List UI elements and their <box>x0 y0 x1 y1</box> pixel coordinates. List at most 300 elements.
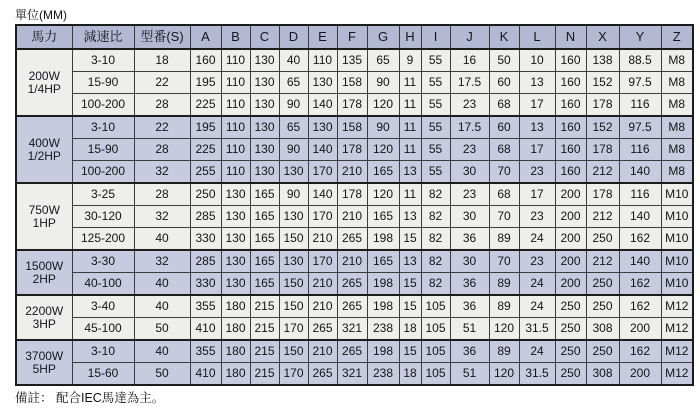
value-cell-L: 13 <box>519 72 555 94</box>
value-cell-A: 250 <box>190 183 221 206</box>
value-cell-B: 110 <box>221 116 250 139</box>
value-cell-A: 355 <box>190 295 221 318</box>
ratio-cell: 15-90 <box>72 72 134 94</box>
ratio-cell: 30-120 <box>72 206 134 228</box>
value-cell-X: 250 <box>586 295 619 318</box>
value-cell-D: 130 <box>279 206 308 228</box>
value-cell-H: 9 <box>399 49 421 72</box>
value-cell-I: 82 <box>421 228 450 251</box>
value-cell-C: 130 <box>250 49 279 72</box>
table-row <box>16 340 693 363</box>
ratio-cell: 125-200 <box>72 228 134 251</box>
value-cell-X: 212 <box>586 161 619 184</box>
value-cell-D: 65 <box>279 72 308 94</box>
column-header-ratio: 減速比 <box>72 25 134 49</box>
value-cell-J: 51 <box>450 318 489 341</box>
value-cell-A: 225 <box>190 139 221 161</box>
value-cell-X: 178 <box>586 139 619 161</box>
value-cell-H: 15 <box>399 273 421 296</box>
value-cell-F: 210 <box>337 250 367 273</box>
footnote: 備註： 配合IEC馬達為主。 <box>15 391 165 405</box>
value-cell-I: 105 <box>421 363 450 386</box>
value-cell-Y: 116 <box>619 94 661 117</box>
value-cell-K: 60 <box>489 116 519 139</box>
value-cell-G: 198 <box>367 340 399 363</box>
value-cell-A: 225 <box>190 94 221 117</box>
model-cell: 40 <box>134 273 190 296</box>
value-cell-N: 200 <box>555 183 586 206</box>
model-cell: 18 <box>134 49 190 72</box>
value-cell-Z: M8 <box>661 49 693 72</box>
value-cell-K: 89 <box>489 228 519 251</box>
value-cell-A: 160 <box>190 49 221 72</box>
value-cell-J: 16 <box>450 49 489 72</box>
value-cell-B: 180 <box>221 340 250 363</box>
value-cell-D: 170 <box>279 318 308 341</box>
value-cell-B: 130 <box>221 206 250 228</box>
value-cell-X: 212 <box>586 206 619 228</box>
model-cell: 28 <box>134 94 190 117</box>
value-cell-K: 68 <box>489 183 519 206</box>
value-cell-Y: 116 <box>619 139 661 161</box>
column-header-J: J <box>450 25 489 49</box>
ratio-cell: 15-60 <box>72 363 134 386</box>
value-cell-F: 321 <box>337 318 367 341</box>
table-row <box>16 49 693 72</box>
value-cell-I: 55 <box>421 161 450 184</box>
value-cell-G: 165 <box>367 250 399 273</box>
value-cell-B: 110 <box>221 161 250 184</box>
value-cell-J: 36 <box>450 295 489 318</box>
value-cell-X: 308 <box>586 363 619 386</box>
power-watts: 3700W <box>25 348 64 363</box>
value-cell-I: 105 <box>421 318 450 341</box>
column-header-N: N <box>555 25 586 49</box>
value-cell-Y: 97.5 <box>619 116 661 139</box>
column-header-power: 馬力 <box>16 25 72 49</box>
value-cell-N: 200 <box>555 228 586 251</box>
value-cell-H: 18 <box>399 363 421 386</box>
column-header-H: H <box>399 25 421 49</box>
value-cell-K: 120 <box>489 318 519 341</box>
value-cell-C: 165 <box>250 250 279 273</box>
value-cell-Y: 140 <box>619 161 661 184</box>
value-cell-N: 200 <box>555 206 586 228</box>
value-cell-E: 140 <box>308 94 337 117</box>
value-cell-N: 250 <box>555 363 586 386</box>
ratio-cell: 3-10 <box>72 49 134 72</box>
table-header-row <box>16 25 693 49</box>
model-cell: 22 <box>134 116 190 139</box>
value-cell-F: 265 <box>337 273 367 296</box>
model-cell: 28 <box>134 183 190 206</box>
table-row <box>16 363 693 386</box>
value-cell-A: 410 <box>190 318 221 341</box>
value-cell-F: 321 <box>337 363 367 386</box>
value-cell-F: 210 <box>337 161 367 184</box>
power-cell <box>16 340 72 385</box>
value-cell-K: 89 <box>489 340 519 363</box>
table-row <box>16 318 693 341</box>
value-cell-Y: 116 <box>619 183 661 206</box>
value-cell-G: 120 <box>367 183 399 206</box>
value-cell-B: 130 <box>221 273 250 296</box>
value-cell-A: 410 <box>190 363 221 386</box>
model-cell: 22 <box>134 72 190 94</box>
value-cell-F: 135 <box>337 49 367 72</box>
column-header-I: I <box>421 25 450 49</box>
value-cell-B: 110 <box>221 72 250 94</box>
value-cell-X: 178 <box>586 94 619 117</box>
value-cell-L: 17 <box>519 183 555 206</box>
value-cell-G: 120 <box>367 94 399 117</box>
value-cell-X: 250 <box>586 340 619 363</box>
value-cell-N: 160 <box>555 49 586 72</box>
value-cell-G: 198 <box>367 228 399 251</box>
value-cell-E: 130 <box>308 72 337 94</box>
column-header-F: F <box>337 25 367 49</box>
value-cell-K: 60 <box>489 72 519 94</box>
value-cell-E: 110 <box>308 49 337 72</box>
value-cell-F: 265 <box>337 295 367 318</box>
value-cell-G: 65 <box>367 49 399 72</box>
value-cell-F: 178 <box>337 139 367 161</box>
value-cell-Y: 162 <box>619 295 661 318</box>
value-cell-E: 170 <box>308 206 337 228</box>
value-cell-H: 11 <box>399 139 421 161</box>
value-cell-A: 330 <box>190 273 221 296</box>
value-cell-H: 18 <box>399 318 421 341</box>
column-header-B: B <box>221 25 250 49</box>
value-cell-Z: M10 <box>661 183 693 206</box>
value-cell-E: 140 <box>308 183 337 206</box>
value-cell-Y: 140 <box>619 250 661 273</box>
power-watts: 750W <box>28 202 60 217</box>
model-cell: 32 <box>134 250 190 273</box>
value-cell-L: 24 <box>519 273 555 296</box>
value-cell-I: 82 <box>421 250 450 273</box>
value-cell-C: 130 <box>250 161 279 184</box>
column-header-D: D <box>279 25 308 49</box>
value-cell-H: 11 <box>399 94 421 117</box>
value-cell-L: 17 <box>519 94 555 117</box>
value-cell-I: 105 <box>421 295 450 318</box>
value-cell-H: 13 <box>399 161 421 184</box>
value-cell-Y: 97.5 <box>619 72 661 94</box>
power-hp: 2HP <box>32 271 56 286</box>
value-cell-C: 215 <box>250 318 279 341</box>
value-cell-L: 17 <box>519 139 555 161</box>
value-cell-H: 15 <box>399 340 421 363</box>
value-cell-B: 110 <box>221 49 250 72</box>
value-cell-L: 23 <box>519 161 555 184</box>
value-cell-G: 238 <box>367 363 399 386</box>
value-cell-G: 165 <box>367 206 399 228</box>
value-cell-Z: M8 <box>661 139 693 161</box>
value-cell-X: 152 <box>586 116 619 139</box>
value-cell-Z: M10 <box>661 206 693 228</box>
value-cell-K: 70 <box>489 250 519 273</box>
value-cell-E: 140 <box>308 139 337 161</box>
value-cell-I: 82 <box>421 206 450 228</box>
value-cell-I: 55 <box>421 94 450 117</box>
value-cell-F: 265 <box>337 340 367 363</box>
value-cell-C: 165 <box>250 228 279 251</box>
value-cell-J: 23 <box>450 94 489 117</box>
value-cell-K: 89 <box>489 295 519 318</box>
value-cell-E: 210 <box>308 340 337 363</box>
value-cell-A: 195 <box>190 116 221 139</box>
value-cell-E: 210 <box>308 228 337 251</box>
column-header-E: E <box>308 25 337 49</box>
value-cell-Z: M8 <box>661 116 693 139</box>
power-cell <box>16 295 72 340</box>
value-cell-C: 130 <box>250 72 279 94</box>
value-cell-L: 24 <box>519 295 555 318</box>
value-cell-C: 165 <box>250 206 279 228</box>
value-cell-L: 23 <box>519 206 555 228</box>
value-cell-D: 170 <box>279 363 308 386</box>
value-cell-X: 250 <box>586 273 619 296</box>
power-hp: 1HP <box>32 215 56 230</box>
value-cell-J: 23 <box>450 139 489 161</box>
value-cell-J: 51 <box>450 363 489 386</box>
value-cell-B: 110 <box>221 94 250 117</box>
value-cell-F: 178 <box>337 94 367 117</box>
value-cell-K: 50 <box>489 49 519 72</box>
value-cell-B: 180 <box>221 295 250 318</box>
column-header-model: 型番(S) <box>134 25 190 49</box>
column-header-G: G <box>367 25 399 49</box>
value-cell-L: 31.5 <box>519 318 555 341</box>
value-cell-D: 150 <box>279 273 308 296</box>
value-cell-E: 265 <box>308 318 337 341</box>
value-cell-C: 165 <box>250 273 279 296</box>
value-cell-K: 120 <box>489 363 519 386</box>
value-cell-D: 40 <box>279 49 308 72</box>
power-cell <box>16 49 72 116</box>
value-cell-J: 23 <box>450 183 489 206</box>
power-cell <box>16 116 72 183</box>
model-cell: 50 <box>134 363 190 386</box>
value-cell-C: 215 <box>250 340 279 363</box>
value-cell-K: 70 <box>489 206 519 228</box>
ratio-cell: 45-100 <box>72 318 134 341</box>
table-row <box>16 250 693 273</box>
spec-table <box>15 24 694 386</box>
ratio-cell: 40-100 <box>72 273 134 296</box>
value-cell-L: 31.5 <box>519 363 555 386</box>
value-cell-Y: 200 <box>619 318 661 341</box>
model-cell: 32 <box>134 161 190 184</box>
column-header-X: X <box>586 25 619 49</box>
value-cell-I: 55 <box>421 72 450 94</box>
table-row <box>16 161 693 184</box>
table-row <box>16 139 693 161</box>
value-cell-N: 250 <box>555 295 586 318</box>
ratio-cell: 3-30 <box>72 250 134 273</box>
value-cell-Z: M12 <box>661 340 693 363</box>
table-row <box>16 116 693 139</box>
ratio-cell: 3-10 <box>72 340 134 363</box>
value-cell-E: 130 <box>308 116 337 139</box>
value-cell-L: 10 <box>519 49 555 72</box>
value-cell-C: 130 <box>250 94 279 117</box>
value-cell-N: 160 <box>555 94 586 117</box>
value-cell-D: 150 <box>279 295 308 318</box>
value-cell-X: 178 <box>586 183 619 206</box>
value-cell-Z: M8 <box>661 94 693 117</box>
value-cell-B: 130 <box>221 183 250 206</box>
value-cell-K: 68 <box>489 139 519 161</box>
value-cell-K: 68 <box>489 94 519 117</box>
value-cell-X: 250 <box>586 228 619 251</box>
table-row <box>16 273 693 296</box>
ratio-cell: 3-25 <box>72 183 134 206</box>
column-header-C: C <box>250 25 279 49</box>
value-cell-I: 82 <box>421 273 450 296</box>
value-cell-A: 355 <box>190 340 221 363</box>
value-cell-B: 180 <box>221 363 250 386</box>
value-cell-Y: 162 <box>619 340 661 363</box>
value-cell-L: 24 <box>519 340 555 363</box>
power-watts: 2200W <box>25 303 64 318</box>
value-cell-E: 265 <box>308 363 337 386</box>
value-cell-I: 55 <box>421 116 450 139</box>
value-cell-G: 238 <box>367 318 399 341</box>
value-cell-H: 15 <box>399 295 421 318</box>
value-cell-B: 180 <box>221 318 250 341</box>
value-cell-X: 308 <box>586 318 619 341</box>
value-cell-L: 13 <box>519 116 555 139</box>
value-cell-K: 89 <box>489 273 519 296</box>
value-cell-C: 130 <box>250 116 279 139</box>
value-cell-I: 105 <box>421 340 450 363</box>
value-cell-H: 13 <box>399 206 421 228</box>
value-cell-Z: M12 <box>661 363 693 386</box>
value-cell-D: 90 <box>279 139 308 161</box>
value-cell-N: 250 <box>555 318 586 341</box>
value-cell-A: 285 <box>190 250 221 273</box>
value-cell-H: 13 <box>399 250 421 273</box>
value-cell-B: 130 <box>221 228 250 251</box>
value-cell-B: 130 <box>221 250 250 273</box>
value-cell-J: 30 <box>450 250 489 273</box>
power-hp: 5HP <box>32 361 56 376</box>
power-watts: 1500W <box>25 258 64 273</box>
value-cell-G: 90 <box>367 72 399 94</box>
value-cell-X: 138 <box>586 49 619 72</box>
value-cell-B: 110 <box>221 139 250 161</box>
model-cell: 40 <box>134 228 190 251</box>
value-cell-E: 210 <box>308 295 337 318</box>
ratio-cell: 3-10 <box>72 116 134 139</box>
table-row <box>16 228 693 251</box>
value-cell-H: 11 <box>399 183 421 206</box>
value-cell-H: 11 <box>399 116 421 139</box>
value-cell-L: 23 <box>519 250 555 273</box>
value-cell-G: 198 <box>367 273 399 296</box>
table-row <box>16 183 693 206</box>
value-cell-D: 130 <box>279 161 308 184</box>
value-cell-D: 65 <box>279 116 308 139</box>
value-cell-Y: 88.5 <box>619 49 661 72</box>
value-cell-C: 130 <box>250 139 279 161</box>
value-cell-J: 36 <box>450 340 489 363</box>
column-header-K: K <box>489 25 519 49</box>
column-header-L: L <box>519 25 555 49</box>
power-watts: 200W <box>28 68 60 83</box>
value-cell-N: 160 <box>555 139 586 161</box>
value-cell-C: 165 <box>250 183 279 206</box>
value-cell-F: 158 <box>337 116 367 139</box>
value-cell-J: 36 <box>450 273 489 296</box>
power-watts: 400W <box>28 135 60 150</box>
ratio-cell: 100-200 <box>72 94 134 117</box>
ratio-cell: 15-90 <box>72 139 134 161</box>
value-cell-F: 210 <box>337 206 367 228</box>
model-cell: 50 <box>134 318 190 341</box>
model-cell: 40 <box>134 340 190 363</box>
table-row <box>16 295 693 318</box>
ratio-cell: 100-200 <box>72 161 134 184</box>
value-cell-F: 265 <box>337 228 367 251</box>
value-cell-Z: M12 <box>661 318 693 341</box>
power-hp: 1/2HP <box>27 148 61 163</box>
value-cell-Z: M10 <box>661 250 693 273</box>
value-cell-Z: M12 <box>661 295 693 318</box>
value-cell-J: 30 <box>450 206 489 228</box>
value-cell-X: 212 <box>586 250 619 273</box>
value-cell-J: 17.5 <box>450 72 489 94</box>
value-cell-N: 160 <box>555 161 586 184</box>
table-row <box>16 206 693 228</box>
value-cell-I: 82 <box>421 183 450 206</box>
value-cell-D: 90 <box>279 183 308 206</box>
power-hp: 1/4HP <box>27 81 61 96</box>
ratio-cell: 3-40 <box>72 295 134 318</box>
model-cell: 40 <box>134 295 190 318</box>
value-cell-H: 11 <box>399 72 421 94</box>
value-cell-A: 285 <box>190 206 221 228</box>
column-header-Y: Y <box>619 25 661 49</box>
value-cell-N: 200 <box>555 250 586 273</box>
value-cell-Z: M8 <box>661 72 693 94</box>
value-cell-N: 160 <box>555 72 586 94</box>
value-cell-N: 250 <box>555 340 586 363</box>
value-cell-J: 17.5 <box>450 116 489 139</box>
value-cell-E: 210 <box>308 273 337 296</box>
value-cell-G: 198 <box>367 295 399 318</box>
column-header-A: A <box>190 25 221 49</box>
table-row <box>16 94 693 117</box>
power-hp: 3HP <box>32 316 56 331</box>
power-cell <box>16 250 72 295</box>
table-row <box>16 72 693 94</box>
value-cell-I: 55 <box>421 139 450 161</box>
value-cell-D: 150 <box>279 340 308 363</box>
model-cell: 32 <box>134 206 190 228</box>
value-cell-F: 158 <box>337 72 367 94</box>
power-cell <box>16 183 72 250</box>
value-cell-Y: 162 <box>619 228 661 251</box>
value-cell-K: 70 <box>489 161 519 184</box>
unit-label: 單位(MM) <box>15 8 67 22</box>
value-cell-C: 215 <box>250 295 279 318</box>
value-cell-L: 24 <box>519 228 555 251</box>
column-header-Z: Z <box>661 25 693 49</box>
value-cell-D: 150 <box>279 228 308 251</box>
